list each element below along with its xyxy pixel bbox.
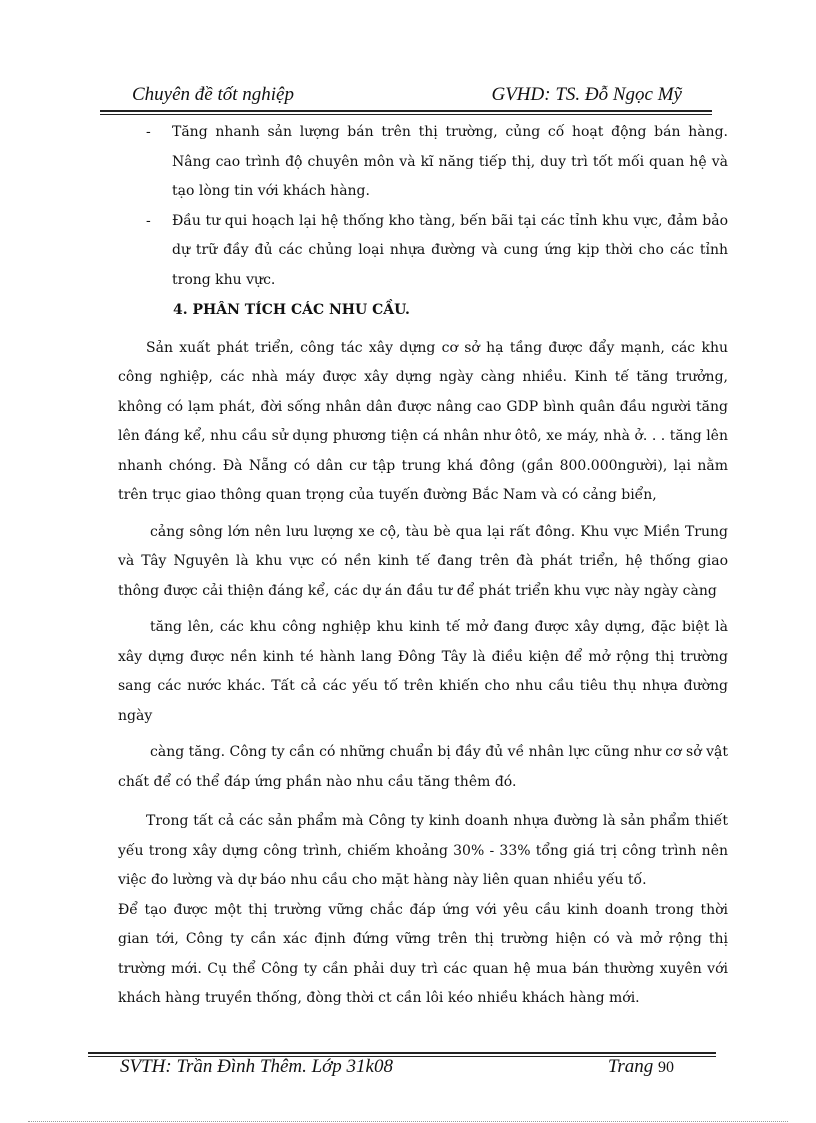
page-bottom-edge [28, 1121, 788, 1122]
paragraph: Để tạo được một thị trường vững chắc đáp ứng với yêu cầu kinh doanh trong thời gian tới, Công ty cần xác định đứng vững trên thị trường hiện có và mở rộng thị trường mới. Cụ thể Công ty cần phải duy trì các quan hệ mua bán thường xuyên với khách hàng truyền thống, đòng thời ct cần lôi kéo nhiều khách hàng mới. [118, 901, 728, 1006]
page-number: 90 [658, 1059, 674, 1076]
paragraph: tăng lên, các khu công nghiệp khu kinh tế mở đang được xây dựng, đặc biệt là xây dựng được nền kinh té hành lang Đông Tây là điều kiện để mở rộng thị trường sang các nước khác. Tất cả các yếu tố trên khiến cho nhu cầu tiêu thụ nhựa đường ngày [118, 619, 728, 724]
page-header [100, 84, 712, 110]
page-footer [120, 1056, 680, 1082]
footer-author: SVTH: Trần Đình Thêm. Lớp 31k08 [120, 1056, 393, 1077]
bullet-dash: - [146, 212, 151, 229]
bullet-item [118, 207, 728, 296]
paragraph: Trong tất cả các sản phẩm mà Công ty kinh doanh nhựa đường là sản phẩm thiết yếu trong xây dựng công trình, chiếm khoảng 30% - 33% tổng giá trị công trình nên việc đo lường và dự báo nhu cầu cho mặt hàng này liên quan nhiều yếu tố. [118, 813, 728, 888]
page-number-block [608, 1056, 674, 1078]
page-label: Trang [607, 1056, 654, 1077]
paragraph: cảng sông lớn nên lưu lượng xe cộ, tàu bè qua lại rất đông. Khu vực Miền Trung và Tây Nguyên là khu vực có nền kinh tế đang trên đà phát triển, hệ thống giao thông được cải thiện đáng kể, các dự án đầu tư để phát triển khu vực này ngày càng [118, 523, 728, 599]
paragraph: càng tăng. Công ty cần có những chuẩn bị đầy đủ về nhân lực cũng như cơ sở vật chất để có thể đáp ứng phần nào nhu cầu tăng thêm đó. [118, 744, 728, 790]
bullet-item [118, 118, 728, 207]
bullet-text: Tăng nhanh sản lượng bán trên thị trường, củng cố hoạt động bán hàng. Nâng cao trình độ chuyên môn và kĩ năng tiếp thị, duy trì tốt mối quan hệ và tạo lòng tin với khách hàng. [172, 124, 728, 199]
bullet-dash: - [146, 124, 151, 140]
header-divider-thin [100, 114, 712, 115]
page-body [118, 118, 728, 1014]
header-divider [100, 110, 712, 112]
section-heading: 4. PHÂN TÍCH CÁC NHU CẦU. [173, 302, 410, 318]
paragraph: Sản xuất phát triển, công tác xây dựng cơ sở hạ tầng được đẩy mạnh, các khu công nghiệp, các nhà máy được xây dựng ngày càng nhiều. Kinh tế tăng trưởng, không có lạm phát, đời sống nhân dân được nâng cao GDP bình quân đầu người tăng lên đáng kể, nhu cầu sử dụng phương tiện cá nhân như ôtô, xe máy, nhà ở. . . tăng lên nhanh chóng. Đà Nẵng có dân cư tập trung khá đông (gần 800.000người), lại nằm trên trục giao thông quan trọng của tuyến đường Bắc Nam và có cảng biển, [118, 339, 728, 503]
header-advisor: GVHD: TS. Đỗ Ngọc Mỹ [491, 84, 682, 105]
header-title: Chuyên đề tốt nghiệp [132, 84, 294, 105]
bullet-text: Đầu tư qui hoạch lại hệ thống kho tàng, bến bãi tại các tỉnh khu vực, đảm bảo dự trữ đầy đủ các chủng loại nhựa đường và cung ứng kịp thời cho các tỉnh trong khu vực. [172, 212, 728, 288]
footer-divider [88, 1052, 716, 1054]
